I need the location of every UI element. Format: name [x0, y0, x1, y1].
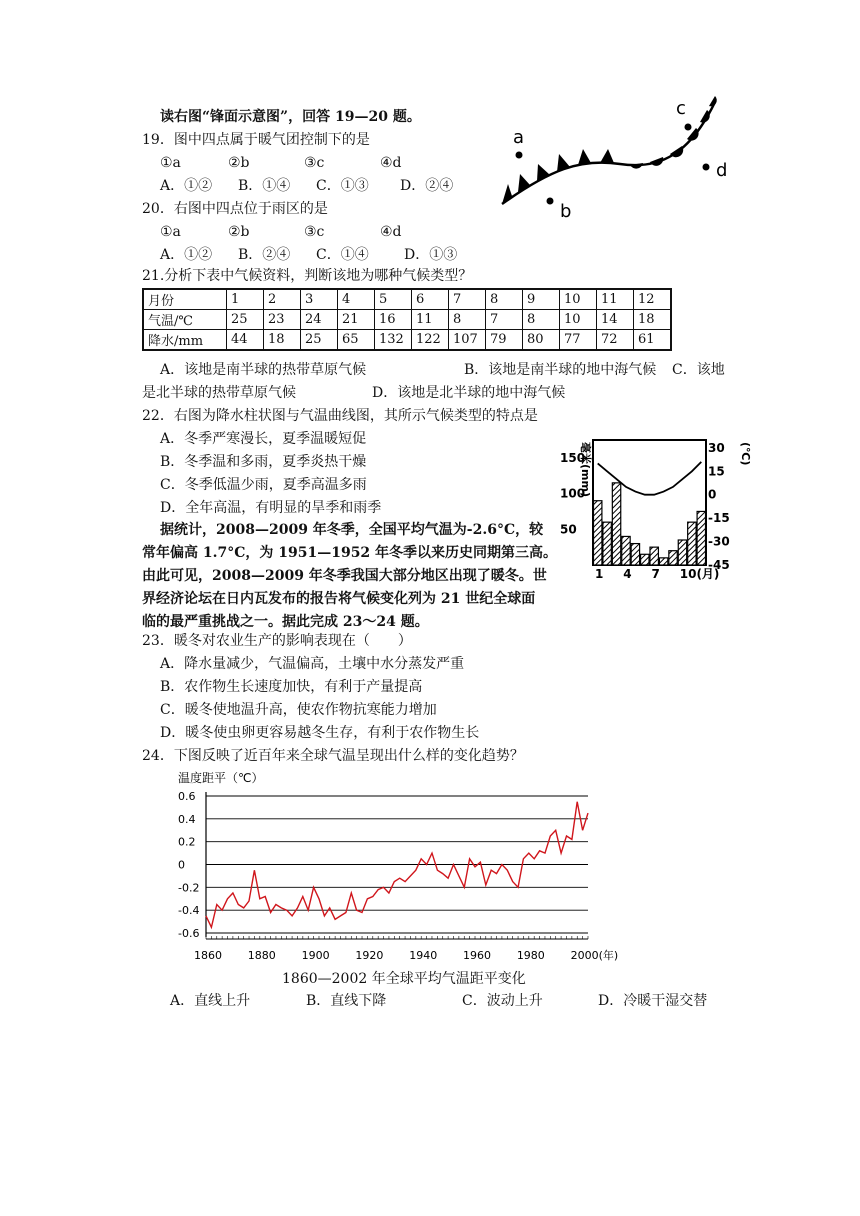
q23-choice-a: A．降水量减少，气温偏高，土壤中水分蒸发严重: [160, 656, 465, 672]
table-cell: 6: [412, 289, 449, 310]
y-tick-label: 0.6: [178, 790, 196, 803]
precip-bar: [650, 547, 658, 565]
right-tick-label: 30: [708, 440, 725, 455]
x-tick-label: 1940: [409, 949, 438, 962]
point-a-dot: [516, 152, 523, 159]
precip-bar: [622, 536, 630, 565]
precip-bar: [631, 544, 639, 565]
table-cell: 18: [264, 330, 301, 351]
chart-title: 1860—2002 年全球平均气温距平变化: [282, 971, 526, 987]
climate-table-row: [143, 310, 671, 330]
table-cell: 2: [264, 289, 301, 310]
q19-opt-c: ③c: [304, 155, 325, 171]
q21-stem: 21.分析下表中气候资料，判断该地为哪种气候类型？: [142, 268, 473, 284]
table-cell: 21: [338, 310, 375, 330]
right-tick-label: 0: [708, 487, 717, 502]
x-tick-label: 1860: [194, 949, 222, 962]
table-cell: 44: [227, 330, 264, 351]
q23-stem: 23．暖冬对农业生产的影响表现在（ ）: [142, 633, 412, 649]
q21-choice-c-start: C．该地: [672, 362, 725, 378]
table-cell: 72: [597, 330, 634, 351]
x-tick-label: 7: [651, 567, 660, 581]
passage-line-1: 据统计，2008—2009 年冬季，全国平均气温为-2.6°C，较: [160, 522, 544, 538]
x-tick-label: 1920: [355, 949, 384, 962]
row-label: 月份: [143, 289, 227, 310]
table-cell: 23: [264, 310, 301, 330]
precip-bar: [612, 483, 620, 565]
row-label: 降水/mm: [143, 330, 227, 351]
table-cell: 1: [227, 289, 264, 310]
point-c-dot: [685, 124, 692, 131]
q22-choice-c: C．冬季低温少雨，夏季高温多雨: [160, 477, 367, 493]
row-label: 气温/℃: [143, 310, 227, 330]
q21-choice-c-end: 是北半球的热带草原气候: [142, 385, 296, 401]
table-cell: 14: [597, 310, 634, 330]
y-tick-label: -0.6: [178, 927, 200, 940]
climate-table-row: [143, 289, 671, 310]
table-cell: 132: [375, 330, 412, 351]
precip-bar: [603, 522, 611, 565]
table-cell: 24: [301, 310, 338, 330]
table-cell: 12: [634, 289, 672, 310]
left-axis-unit: 毫米(mm): [579, 442, 592, 497]
q20-opt-d: ④d: [380, 224, 402, 240]
precip-bar: [697, 511, 705, 565]
q20-choice-b: B．②④: [238, 247, 291, 263]
table-cell: 77: [560, 330, 597, 351]
q22-choice-d: D．全年高温，有明显的旱季和雨季: [160, 500, 382, 516]
q22-stem: 22．右图为降水柱状图与气温曲线图，其所示气候类型的特点是: [142, 408, 538, 424]
q19-choice-a: A．①②: [160, 178, 213, 194]
q22-choice-b: B．冬季温和多雨，夏季炎热干燥: [160, 454, 367, 470]
q21-choice-d: D．该地是北半球的地中海气候: [372, 385, 566, 401]
warm-front-semicircles: [630, 96, 717, 169]
left-tick-label: 150: [560, 450, 586, 465]
table-cell: 9: [523, 289, 560, 310]
table-cell: 8: [523, 310, 560, 330]
y-tick-label: 0: [178, 858, 185, 872]
passage-line-3: 由此可见，2008—2009 年冬季我国大部分地区出现了暖冬。世: [142, 568, 547, 584]
right-axis-unit: (℃): [739, 442, 752, 466]
q23-choice-b: B．农作物生长速度加快，有利于产量提高: [160, 679, 423, 695]
point-b-dot: [547, 198, 554, 205]
q20-stem: 20．右图中四点位于雨区的是: [142, 201, 328, 217]
q21-choice-b: B．该地是南半球的地中海气候: [464, 362, 657, 378]
q24-choice-a: A．直线上升: [170, 993, 251, 1009]
table-cell: 80: [523, 330, 560, 351]
table-cell: 122: [412, 330, 449, 351]
right-tick-label: -15: [708, 511, 730, 526]
q24-choice-b: B．直线下降: [306, 993, 387, 1009]
y-axis-label: 温度距平（℃）: [178, 771, 264, 785]
x-tick-label: 10(月): [679, 567, 720, 581]
intro-19-20: 读右图“锋面示意图”，回答 19—20 题。: [160, 109, 421, 125]
passage-line-5: 临的最严重挑战之一。据此完成 23～24 题。: [142, 614, 429, 630]
table-cell: 7: [486, 310, 523, 330]
table-cell: 3: [301, 289, 338, 310]
table-cell: 18: [634, 310, 672, 330]
x-tick-label: 1: [595, 567, 604, 581]
x-tick-label: 1900: [301, 949, 330, 962]
q20-choice-a: A．①②: [160, 247, 213, 263]
x-tick-label: 1880: [247, 949, 276, 962]
front-diagram: [490, 92, 740, 232]
table-cell: 11: [597, 289, 634, 310]
precip-bar: [688, 522, 696, 565]
precip-bar: [641, 554, 649, 565]
table-cell: 10: [560, 289, 597, 310]
temperature-anomaly-chart: [170, 768, 630, 968]
x-tick-label: 1960: [463, 949, 492, 962]
table-cell: 10: [560, 310, 597, 330]
table-cell: 25: [227, 310, 264, 330]
climate-table: [142, 288, 672, 351]
label-a: a: [513, 127, 525, 148]
table-cell: 79: [486, 330, 523, 351]
q19-opt-b: ②b: [228, 155, 250, 171]
q20-opt-c: ③c: [304, 224, 325, 240]
q20-choice-d: D．①③: [404, 247, 458, 263]
table-cell: 8: [449, 310, 486, 330]
table-cell: 61: [634, 330, 672, 351]
q23-choice-c: C．暖冬使地温升高，使农作物抗寒能力增加: [160, 702, 437, 718]
precip-bar: [669, 551, 677, 565]
label-b: b: [560, 201, 572, 222]
q20-choice-c: C．①④: [316, 247, 369, 263]
table-cell: 5: [375, 289, 412, 310]
table-cell: 107: [449, 330, 486, 351]
q22-choice-a: A．冬季严寒漫长，夏季温暖短促: [160, 431, 367, 447]
precip-bar: [594, 501, 602, 565]
passage-line-2: 常年偏高 1.7°C，为 1951—1952 年冬季以来历史同期第三高。: [142, 545, 558, 561]
y-tick-label: -0.2: [178, 881, 200, 895]
left-tick-label: 50: [560, 522, 577, 537]
precip-bar: [678, 540, 686, 565]
climate-table-row: [143, 330, 671, 351]
y-tick-label: -0.4: [178, 904, 200, 918]
table-cell: 25: [301, 330, 338, 351]
table-cell: 4: [338, 289, 375, 310]
precip-bar: [659, 558, 667, 565]
y-tick-label: 0.2: [178, 835, 196, 849]
passage-line-4: 界经济论坛在日内瓦发布的报告将气候变化列为 21 世纪全球面: [142, 591, 536, 607]
table-cell: 8: [486, 289, 523, 310]
climate-chart: [558, 432, 768, 582]
point-d-dot: [703, 164, 710, 171]
q19-opt-a: ①a: [160, 155, 181, 171]
right-tick-label: -30: [708, 534, 730, 549]
q19-choice-b: B．①④: [238, 178, 291, 194]
right-tick-label: 15: [708, 464, 725, 479]
right-tick-label: -45: [708, 558, 730, 572]
q19-stem: 19．图中四点属于暖气团控制下的是: [142, 132, 370, 148]
q19-choice-d: D．②④: [400, 178, 454, 194]
q19-choice-c: C．①③: [316, 178, 369, 194]
table-cell: 16: [375, 310, 412, 330]
y-tick-label: 0.4: [178, 812, 196, 826]
q21-choice-a: A．该地是南半球的热带草原气候: [160, 362, 367, 378]
q24-choice-c: C．波动上升: [462, 993, 543, 1009]
q24-stem: 24．下图反映了近百年来全球气温呈现出什么样的变化趋势？: [142, 748, 524, 764]
x-tick-label: 4: [623, 567, 632, 581]
table-cell: 11: [412, 310, 449, 330]
q19-opt-d: ④d: [380, 155, 402, 171]
label-d: d: [716, 160, 728, 181]
label-c: c: [676, 98, 686, 119]
left-tick-label: 100: [560, 486, 586, 501]
q20-opt-b: ②b: [228, 224, 250, 240]
table-cell: 7: [449, 289, 486, 310]
table-cell: 65: [338, 330, 375, 351]
q23-choice-d: D．暖冬使虫卵更容易越冬生存，有利于农作物生长: [160, 725, 480, 741]
q24-choice-d: D．冷暖干湿交替: [598, 993, 708, 1009]
x-tick-label: 2000(年): [570, 949, 619, 962]
x-tick-label: 1980: [516, 949, 545, 962]
q20-opt-a: ①a: [160, 224, 181, 240]
